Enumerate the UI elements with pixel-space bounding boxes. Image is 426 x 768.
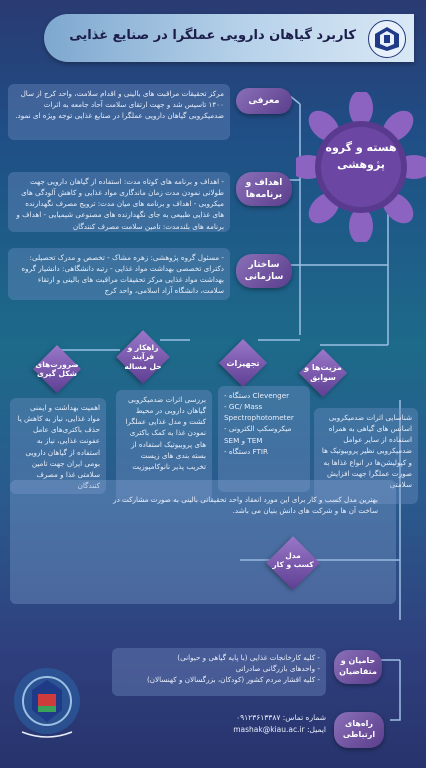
business-label: مدل کسب و کار [272,551,314,570]
sponsor-item: - کلیه اقشار مردم کشور (کودکان، بزرگسالان و کهنسالان) [146,675,320,685]
equipment-box [218,386,310,492]
page-title: کاربرد گیاهان دارویی عملگرا در صنایع غذایی [69,28,356,43]
equipment-item: - دستگاه Clevenger [224,391,290,400]
sponsor-item: - کلیه کارخانجات غذایی (با پایه گیاهی و حیوانی) [177,653,320,662]
goals-box [8,172,230,232]
sponsor-item: - واحدهای بازرگانی صادراتی [235,664,320,674]
equipment-item: SEM و TEM [224,435,263,445]
structure-text: - مسئول گروه پژوهشی: زهره مشاک - تخصص و مدرک تحصیلی: دکترای تخصصی بهداشت مواد غذایی - رتبه دانشگاهی: دانشیار گروه بهداشت مواد غذایی مرکز تحقیقات مراقبت های بالینی و ارتقاء سلامت، دانشگاه آزاد اسلامی، واحد کرج [21,253,224,296]
university-logo-icon [368,20,406,58]
goals-text: - اهداف و برنامه های کوتاه مدت: استفاده از گیاهان دارویی جهت طولانی نمودن مدت زمان ماندگاری مواد غذایی و کاهش آلودگی های میکروبی - اهداف و برنامه های میان مدت: ترویج مصرف نگهدارنده های غذایی طبیعی به جای نگهدارنده های مصنوعی شیمیایی - اهداف و برنامه های بلندمدت: تامین سلامت مصرف کنندگان [16,177,224,231]
intro-text: مرکز تحقیقات مراقبت های بالینی و اقدام سلامت، واحد کرج از سال ۱۴۰۰ تاسیس شد و جهت ارتقای سلامت آحاد جامعه به اثرات ضدمیکروبی گیاهان دارویی عملگرا در صنایع غذایی توجه ویژه ای نمود. [15,89,224,121]
business-text: بهترین مدل کسب و کار برای این مورد انعقاد واحد تحقیقاتی بالینی به صورت مشارکت در ساخت آن ها و شرکت های دانش بنیان می باشد. [113,495,378,516]
equipment-item: - GC/ Mass [224,402,263,412]
email-label: ایمیل: [307,725,326,734]
intro-box [8,84,230,140]
equipment-item: - میکروسکپ الکترونی [224,424,292,434]
structure-box [8,248,230,300]
equipment-item: Spectrophotometer [224,413,294,423]
phone-label: شماره تماس: [282,713,326,722]
badge-line2: پژوهشی [337,157,385,171]
solution-label: راهکار و فرآیند حل مساله [124,343,162,371]
advantages-text: شناسایی اثرات ضدمیکروبی اسانس های گیاهی به همراه استفاده از سایر عوامل ضدمیکروبی نظیر پروبیوتیک ها و کپولیشن‌ها در انواع غذاها به صورت عملگرا جهت افزایش سلامتی [321,413,412,489]
solution-text: بررسی اثرات ضدمیکروبی گیاهان دارویی در محیط کشت و مدل غذایی عملگرا نمودن غذا به کمک باکتری های پروبیوتیک استفاده از بسته بندی های زیست تخریب پذیر نانوکامپوزیت [125,395,206,471]
necessity-label: ضرورت‌های شکل گیری [35,360,79,379]
sponsors-label: حامیان و متقاضیان [334,650,382,684]
intro-label: معرفی [236,88,292,114]
equipment-label: تجهیزات [226,359,260,368]
badge-title [306,140,416,173]
equipment-item: - دستگاه FTIR [224,446,269,456]
email-link[interactable]: mashak@kiau.ac.ir [233,725,305,734]
header-banner [44,14,414,62]
business-box [10,480,396,604]
badge-line1: هسته و گروه [325,141,397,154]
conference-emblem-icon [12,666,82,744]
advantages-label: مزیت‌ها و سوابق [304,363,342,382]
goals-label: اهداف و برنامه‌ها [236,172,292,206]
phone-number[interactable]: ۰۹۱۲۳۶۱۳۳۸۷ [236,713,281,722]
necessity-text: اهمیت بهداشت و ایمنی مواد غذایی، نیاز به کاهش یا حذف باکتری‌های عامل عفونت غذایی، نیاز به استفاده از گیاهان دارویی بومی ایران جهت تامین سلامتی غذا و مصرف کنندگان [17,403,100,491]
sponsors-box [112,648,326,696]
contact-label: راه‌های ارتباطی [334,712,384,748]
structure-label: ساختار سازمانی [236,254,292,288]
contact-box [214,712,326,736]
